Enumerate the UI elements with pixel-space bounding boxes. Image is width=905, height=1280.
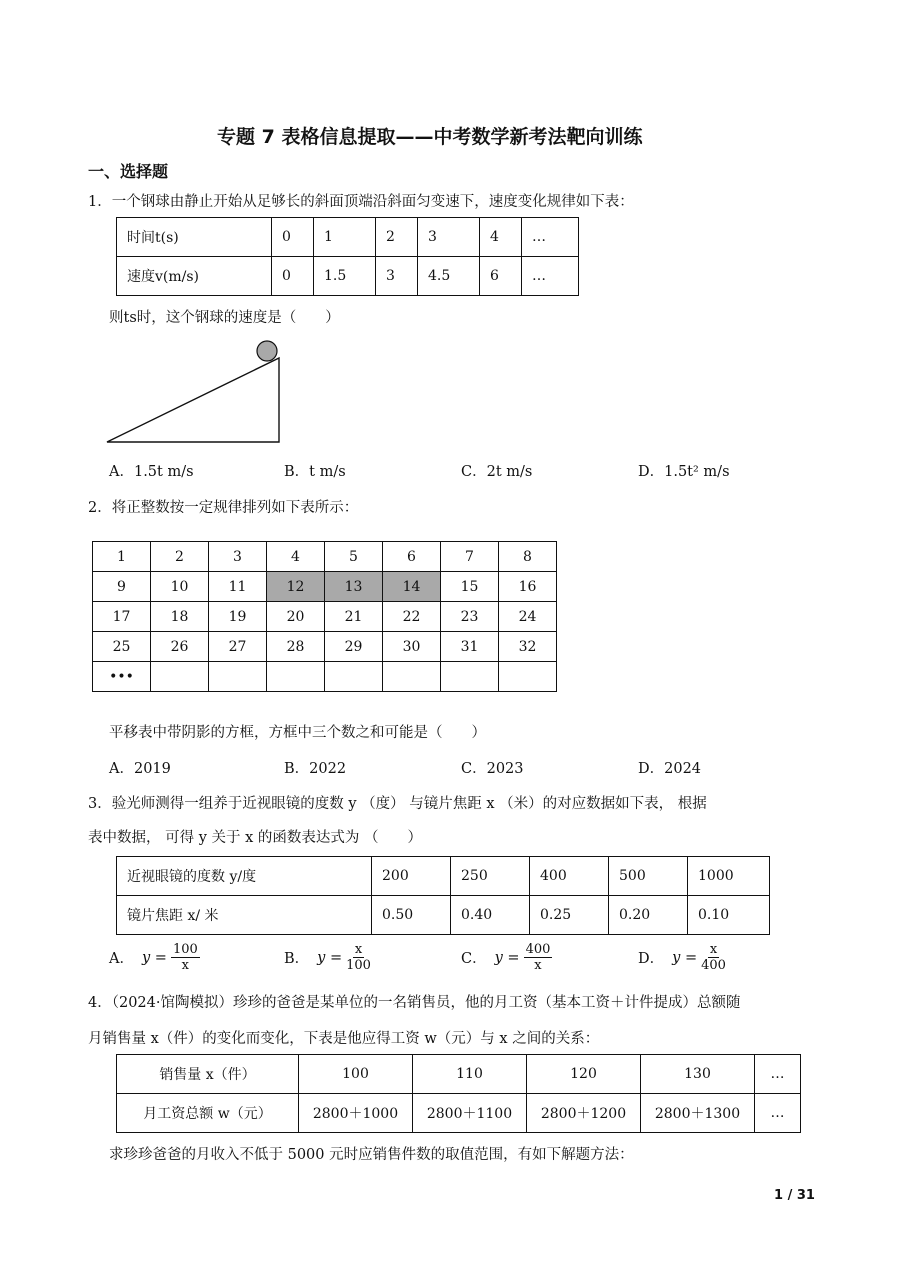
- table-cell: 速度v(m/s): [117, 257, 272, 296]
- grid-row: [93, 572, 557, 602]
- table-cell: 0.25: [530, 896, 609, 935]
- steel-ball: [257, 341, 277, 361]
- q1-option-b[interactable]: B．t m/s: [284, 464, 346, 480]
- page-number: 1 / 31: [774, 1188, 815, 1203]
- grid-row: [93, 632, 557, 662]
- fraction-denominator: x: [534, 958, 542, 973]
- q1-question: 则ts时，这个钢球的速度是（ ）: [109, 310, 340, 326]
- q1-table: [116, 217, 579, 296]
- grid-cell: 18: [151, 602, 209, 632]
- q3-option-b[interactable]: [284, 942, 371, 973]
- grid-cell: 8: [499, 542, 557, 572]
- q1-option-c[interactable]: C．2t m/s: [461, 464, 533, 480]
- table-cell: 镜片焦距 x/ 米: [117, 896, 372, 935]
- table-cell: 3: [418, 218, 480, 257]
- shaded-grid-cell: 14: [383, 572, 441, 602]
- shaded-grid-cell: 13: [325, 572, 383, 602]
- table-cell: 2800＋1300: [641, 1094, 755, 1133]
- grid-cell: 6: [383, 542, 441, 572]
- table-cell: 4: [480, 218, 522, 257]
- grid-cell: 30: [383, 632, 441, 662]
- table-cell: 100: [299, 1055, 413, 1094]
- grid-cell: 17: [93, 602, 151, 632]
- grid-row: [93, 542, 557, 572]
- grid-cell: 26: [151, 632, 209, 662]
- grid-cell: 22: [383, 602, 441, 632]
- q4-stem-line1: 4．（2024·馆陶模拟）珍珍的爸爸是某单位的一名销售员，他的月工资（基本工资＋计件提成）总额随: [88, 995, 741, 1011]
- grid-cell: 15: [441, 572, 499, 602]
- q2-number-grid: [92, 541, 557, 692]
- table-cell: 1.5: [314, 257, 376, 296]
- table-cell: 0: [272, 218, 314, 257]
- grid-cell: [209, 662, 267, 692]
- q4-stem-line2: 月销售量 x（件）的变化而变化，下表是他应得工资 w（元）与 x 之间的关系：: [88, 1031, 600, 1047]
- fraction: [701, 942, 726, 973]
- table-cell: 500: [609, 857, 688, 896]
- grid-cell: 32: [499, 632, 557, 662]
- table-cell: …: [755, 1094, 801, 1133]
- shaded-grid-cell: 12: [267, 572, 325, 602]
- grid-cell: [325, 662, 383, 692]
- table-cell: 2800＋1000: [299, 1094, 413, 1133]
- fraction: [171, 942, 200, 973]
- fraction: [346, 942, 371, 973]
- grid-row: [93, 602, 557, 632]
- q3-option-d[interactable]: [638, 942, 726, 973]
- grid-cell: 19: [209, 602, 267, 632]
- equation-lhs: y =: [317, 949, 343, 966]
- page-title: 专题 7 表格信息提取——中考数学新考法靶向训练: [217, 126, 643, 148]
- grid-cell: 3: [209, 542, 267, 572]
- table-cell: …: [755, 1055, 801, 1094]
- table-cell: 1: [314, 218, 376, 257]
- grid-cell: 1: [93, 542, 151, 572]
- fraction-denominator: 400: [701, 958, 726, 973]
- table-cell: 200: [372, 857, 451, 896]
- incline-diagram: [104, 338, 289, 446]
- q3-stem-line2: 表中数据， 可得 y 关于 x 的函数表达式为 （ ）: [88, 830, 423, 846]
- grid-cell: 29: [325, 632, 383, 662]
- q2-question: 平移表中带阴影的方框，方框中三个数之和可能是（ ）: [109, 725, 486, 741]
- q4-question: 求珍珍爸爸的月收入不低于 5000 元时应销售件数的取值范围，有如下解题方法：: [109, 1147, 634, 1163]
- table-row: [117, 896, 770, 935]
- grid-cell: 21: [325, 602, 383, 632]
- table-cell: 0.40: [451, 896, 530, 935]
- table-cell: 120: [527, 1055, 641, 1094]
- grid-cell: 28: [267, 632, 325, 662]
- table-cell: 110: [413, 1055, 527, 1094]
- table-cell: …: [522, 218, 579, 257]
- q2-stem: 2．将正整数按一定规律排列如下表所示：: [88, 500, 359, 516]
- grid-cell: 25: [93, 632, 151, 662]
- table-cell: 0.20: [609, 896, 688, 935]
- q2-option-a[interactable]: A．2019: [109, 761, 171, 777]
- grid-cell: [267, 662, 325, 692]
- q3-option-a[interactable]: [109, 942, 200, 973]
- fraction-numerator: 400: [525, 942, 551, 957]
- grid-cell: [151, 662, 209, 692]
- q3-stem-line1: 3．验光师测得一组养于近视眼镜的度数 y （度） 与镜片焦距 x （米）的对应数据如下表， 根据: [88, 796, 707, 812]
- q1-stem: 1．一个钢球由静止开始从足够长的斜面顶端沿斜面匀变速下，速度变化规律如下表：: [88, 194, 634, 210]
- q1-option-a[interactable]: A．1.5t m/s: [109, 464, 194, 480]
- q2-option-b[interactable]: B．2022: [284, 761, 347, 777]
- grid-cell: 20: [267, 602, 325, 632]
- table-cell: 近视眼镜的度数 y/度: [117, 857, 372, 896]
- table-cell: 1000: [688, 857, 770, 896]
- grid-cell: 4: [267, 542, 325, 572]
- table-cell: 时间t(s): [117, 218, 272, 257]
- q2-option-c[interactable]: C．2023: [461, 761, 524, 777]
- q1-option-d[interactable]: D．1.5t² m/s: [638, 464, 730, 480]
- grid-cell: 11: [209, 572, 267, 602]
- grid-cell: 2: [151, 542, 209, 572]
- equation-lhs: y =: [672, 949, 698, 966]
- grid-cell: 5: [325, 542, 383, 572]
- table-cell: 0: [272, 257, 314, 296]
- table-cell: 0.10: [688, 896, 770, 935]
- q3-option-c[interactable]: [461, 942, 552, 973]
- incline-triangle: [107, 358, 279, 442]
- option-label: C．: [461, 951, 487, 967]
- table-cell: 130: [641, 1055, 755, 1094]
- grid-cell: [383, 662, 441, 692]
- table-cell: 2800＋1100: [413, 1094, 527, 1133]
- grid-cell: [441, 662, 499, 692]
- grid-cell: 31: [441, 632, 499, 662]
- grid-cell: 10: [151, 572, 209, 602]
- table-cell: 销售量 x（件）: [117, 1055, 299, 1094]
- option-label: D．: [638, 951, 665, 967]
- table-cell: 0.50: [372, 896, 451, 935]
- q4-table: [116, 1054, 801, 1133]
- section-heading: 一、选择题: [88, 162, 169, 181]
- option-label: A．: [109, 951, 134, 967]
- table-cell: 2: [376, 218, 418, 257]
- grid-cell: 16: [499, 572, 557, 602]
- table-cell: 3: [376, 257, 418, 296]
- grid-cell: 9: [93, 572, 151, 602]
- fraction-denominator: x: [181, 958, 190, 973]
- grid-cell: [499, 662, 557, 692]
- grid-cell: •••: [93, 662, 151, 692]
- table-cell: 4.5: [418, 257, 480, 296]
- q2-option-d[interactable]: D．2024: [638, 761, 702, 777]
- table-row: [117, 257, 579, 296]
- equation-lhs: y =: [494, 949, 520, 966]
- grid-cell: 23: [441, 602, 499, 632]
- table-row: [117, 857, 770, 896]
- table-cell: …: [522, 257, 579, 296]
- fraction-numerator: x: [354, 942, 363, 957]
- fraction-numerator: 100: [172, 942, 198, 957]
- table-cell: 400: [530, 857, 609, 896]
- grid-cell: 7: [441, 542, 499, 572]
- table-cell: 6: [480, 257, 522, 296]
- fraction-numerator: x: [709, 942, 718, 957]
- grid-cell: 27: [209, 632, 267, 662]
- grid-row: [93, 662, 557, 692]
- table-cell: 250: [451, 857, 530, 896]
- table-cell: 2800＋1200: [527, 1094, 641, 1133]
- equation-lhs: y =: [141, 949, 167, 966]
- table-row: [117, 1055, 801, 1094]
- fraction: [524, 942, 553, 973]
- table-row: [117, 1094, 801, 1133]
- fraction-denominator: 100: [346, 958, 371, 973]
- table-cell: 月工资总额 w（元）: [117, 1094, 299, 1133]
- table-row: [117, 218, 579, 257]
- option-label: B．: [284, 951, 310, 967]
- grid-cell: 24: [499, 602, 557, 632]
- q3-table: [116, 856, 770, 935]
